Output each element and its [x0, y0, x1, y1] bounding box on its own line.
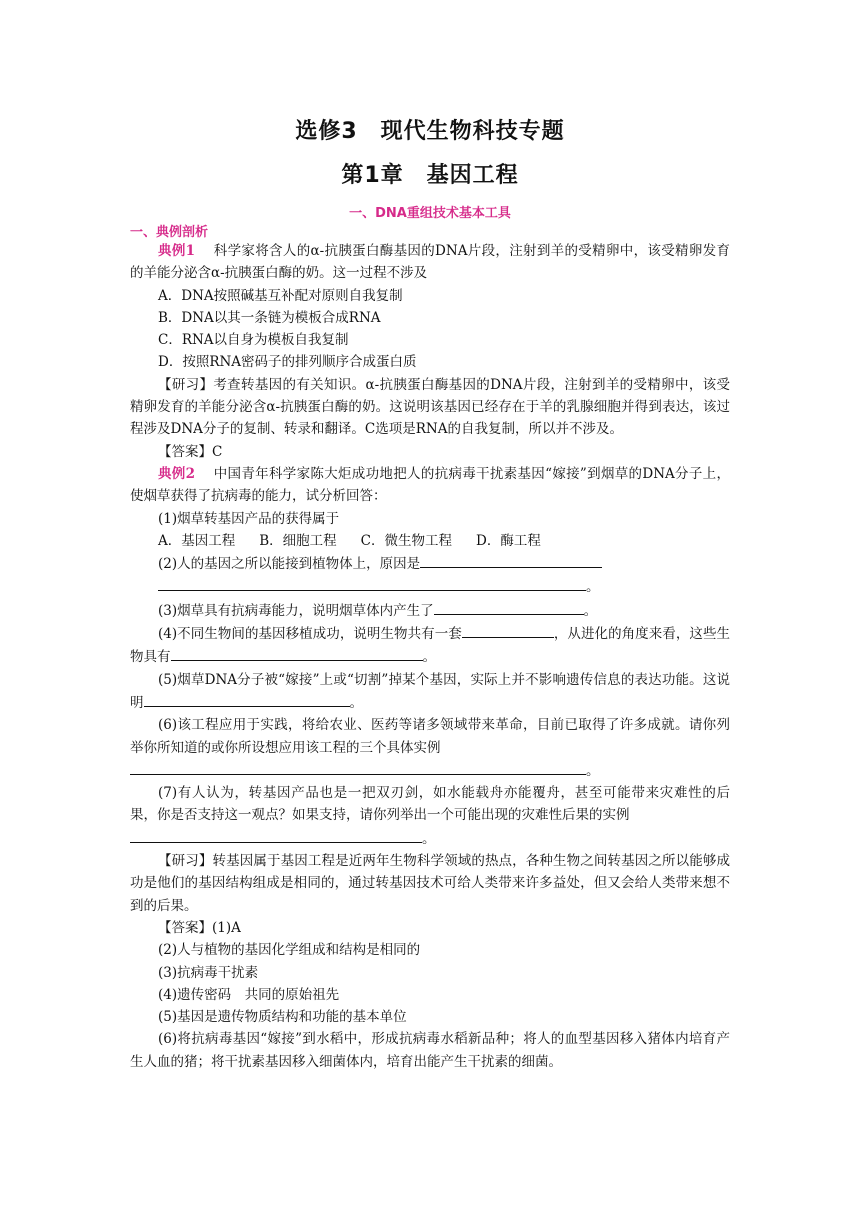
answer-blank[interactable]: [130, 759, 586, 775]
answer-blank[interactable]: [158, 575, 586, 591]
content-body: [130, 240, 730, 1073]
answer-blank[interactable]: [171, 645, 423, 661]
subsection-title: 一、典例剖析: [130, 225, 209, 240]
question-2: (2)人的基因之所以能接到植物体上，原因是: [130, 552, 730, 575]
answer-blank[interactable]: [462, 622, 554, 638]
answer-3: (3)抗病毒干扰素: [158, 964, 259, 981]
answer-blank[interactable]: [144, 691, 350, 707]
question-1: (1)烟草转基因产品的获得属于: [158, 510, 340, 527]
answer-4: (4)遗传密码 共同的原始祖先: [158, 986, 340, 1003]
answer-blank[interactable]: [130, 827, 422, 843]
question-7: (7)有人认为，转基因产品也是一把双刃剑，如水能载舟亦能覆舟，甚至可能带来灾难性的后果，你是否支持这一观点？如果支持，请你列举出一个可能出现的灾难性后果的实例: [130, 785, 730, 824]
question-5: (5)烟草DNA分子被“嫁接”上或“切割”掉某个基因，实际上并不影响遗传信息的表达功能。这说明 。: [130, 671, 730, 711]
example-2-label: 典例2: [158, 465, 196, 482]
book-title: 选修3 现代生物科技专题: [295, 119, 565, 144]
question-4: (4)不同生物间的基因移植成功，说明生物共有一套 ，从进化的角度来看，这些生物具有 。: [130, 622, 730, 669]
answer-blank[interactable]: [434, 599, 584, 615]
question-6: (6)该工程应用于实践，将给农业、医药等诸多领域带来革命，目前已取得了许多成就。请你列举你所知道的或你所设想应用该工程的三个具体实例: [130, 717, 730, 756]
option-a: A．DNA按照碱基互补配对原则自我复制: [158, 287, 403, 304]
example-2-stem: 典例2 中国青年科学家陈大炬成功地把人的抗病毒干扰素基因“嫁接”到烟草的DNA分子上，使烟草获得了抗病毒的能力，试分析回答：: [130, 465, 730, 505]
question-3: (3)烟草具有抗病毒能力，说明烟草体内产生了 。: [130, 599, 730, 622]
question-2-continued: 。: [130, 575, 730, 598]
question-7-answer-line: 。: [130, 827, 730, 850]
answer-5: (5)基因是遗传物质结构和功能的基本单位: [158, 1009, 407, 1026]
chapter-title: 第1章 基因工程: [341, 163, 519, 188]
example-1-stem: 典例1 科学家将含人的α-抗胰蛋白酶基因的DNA片段，注射到羊的受精卵中，该受精卵发育的羊能分泌含α-抗胰蛋白酶的奶。这一过程不涉及: [130, 243, 730, 282]
option-b: B．DNA以其一条链为模板合成RNA: [158, 309, 381, 326]
example-1-label: 典例1: [158, 243, 196, 259]
question-1-options: A．基因工程 B．细胞工程 C．微生物工程 D．酶工程: [158, 532, 541, 549]
example-1-analysis: 【研习】考查转基因的有关知识。α-抗胰蛋白酶基因的DNA片段，注射到羊的受精卵中，该受精卵发育的羊能分泌含α-抗胰蛋白酶的奶。这说明该基因已经存在于羊的乳腺细胞并得到表达，该过程涉及DNA分子的复制、转录和翻译。C选项是RNA的自我复制，所以并不涉及。: [130, 376, 731, 438]
example-2-analysis: 【研习】转基因属于基因工程是近两年生物科学领域的热点，各种生物之间转基因之所以能够成功是他们的基因结构组成是相同的，通过转基因技术可给人类带来许多益处，但又会给人类带来想不到的后果。: [130, 853, 731, 914]
example-1-answer: 【答案】C: [158, 443, 223, 460]
section-title: 一、DNA重组技术基本工具: [349, 206, 511, 221]
option-c: C．RNA以自身为模板自我复制: [158, 332, 349, 349]
question-6-answer-line: 。: [130, 759, 730, 782]
answer-blank[interactable]: [420, 552, 602, 568]
example-2-answer: 【答案】(1)A: [158, 919, 241, 936]
answer-2: (2)人与植物的基因化学组成和结构是相同的: [158, 942, 421, 959]
option-d: D．按照RNA密码子的排列顺序合成蛋白质: [158, 354, 417, 371]
answer-6: (6)将抗病毒基因“嫁接”到水稻中，形成抗病毒水稻新品种；将人的血型基因移入猪体内培育产生人血的猪；将干扰素基因移入细菌体内，培育出能产生干扰素的细菌。: [130, 1031, 730, 1070]
